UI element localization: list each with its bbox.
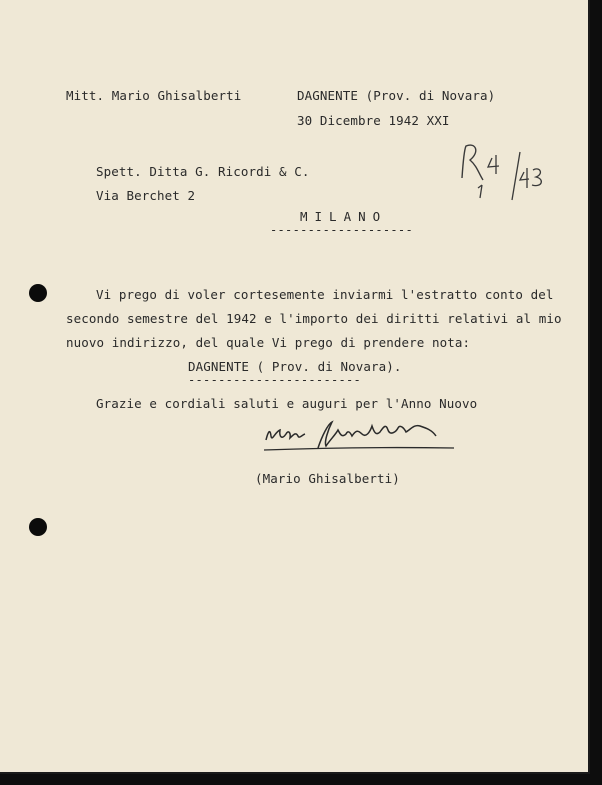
body-line-1: Vi prego di voler cortesemente inviarmi l'estratto conto del xyxy=(96,287,554,302)
city-underline: ------------------- xyxy=(270,223,413,237)
typed-signature-name: (Mario Ghisalberti) xyxy=(255,471,400,486)
closing-line: Grazie e cordiali saluti e auguri per l'Anno Nuovo xyxy=(96,396,478,411)
handwritten-reference-annotation xyxy=(450,138,560,208)
recipient-name: Spett. Ditta G. Ricordi & C. xyxy=(96,164,310,179)
scan-border-bottom xyxy=(0,774,602,785)
punch-hole-top xyxy=(29,284,47,302)
handwritten-signature xyxy=(258,410,458,470)
sender-line: Mitt. Mario Ghisalberti xyxy=(66,88,242,103)
scan-border-right xyxy=(590,0,602,785)
body-line-3: nuovo indirizzo, del quale Vi prego di prendere nota: xyxy=(66,335,471,350)
body-line-2: secondo semestre del 1942 e l'importo dei diritti relativi al mio xyxy=(66,311,562,326)
new-address: DAGNENTE ( Prov. di Novara). xyxy=(188,359,402,374)
new-address-underline: ----------------------- xyxy=(188,373,362,387)
recipient-street: Via Berchet 2 xyxy=(96,188,196,203)
recipient-city: MILANO xyxy=(300,209,388,224)
punch-hole-bottom xyxy=(29,518,47,536)
date-line: 30 Dicembre 1942 XXI xyxy=(297,113,450,128)
place-line: DAGNENTE (Prov. di Novara) xyxy=(297,88,496,103)
